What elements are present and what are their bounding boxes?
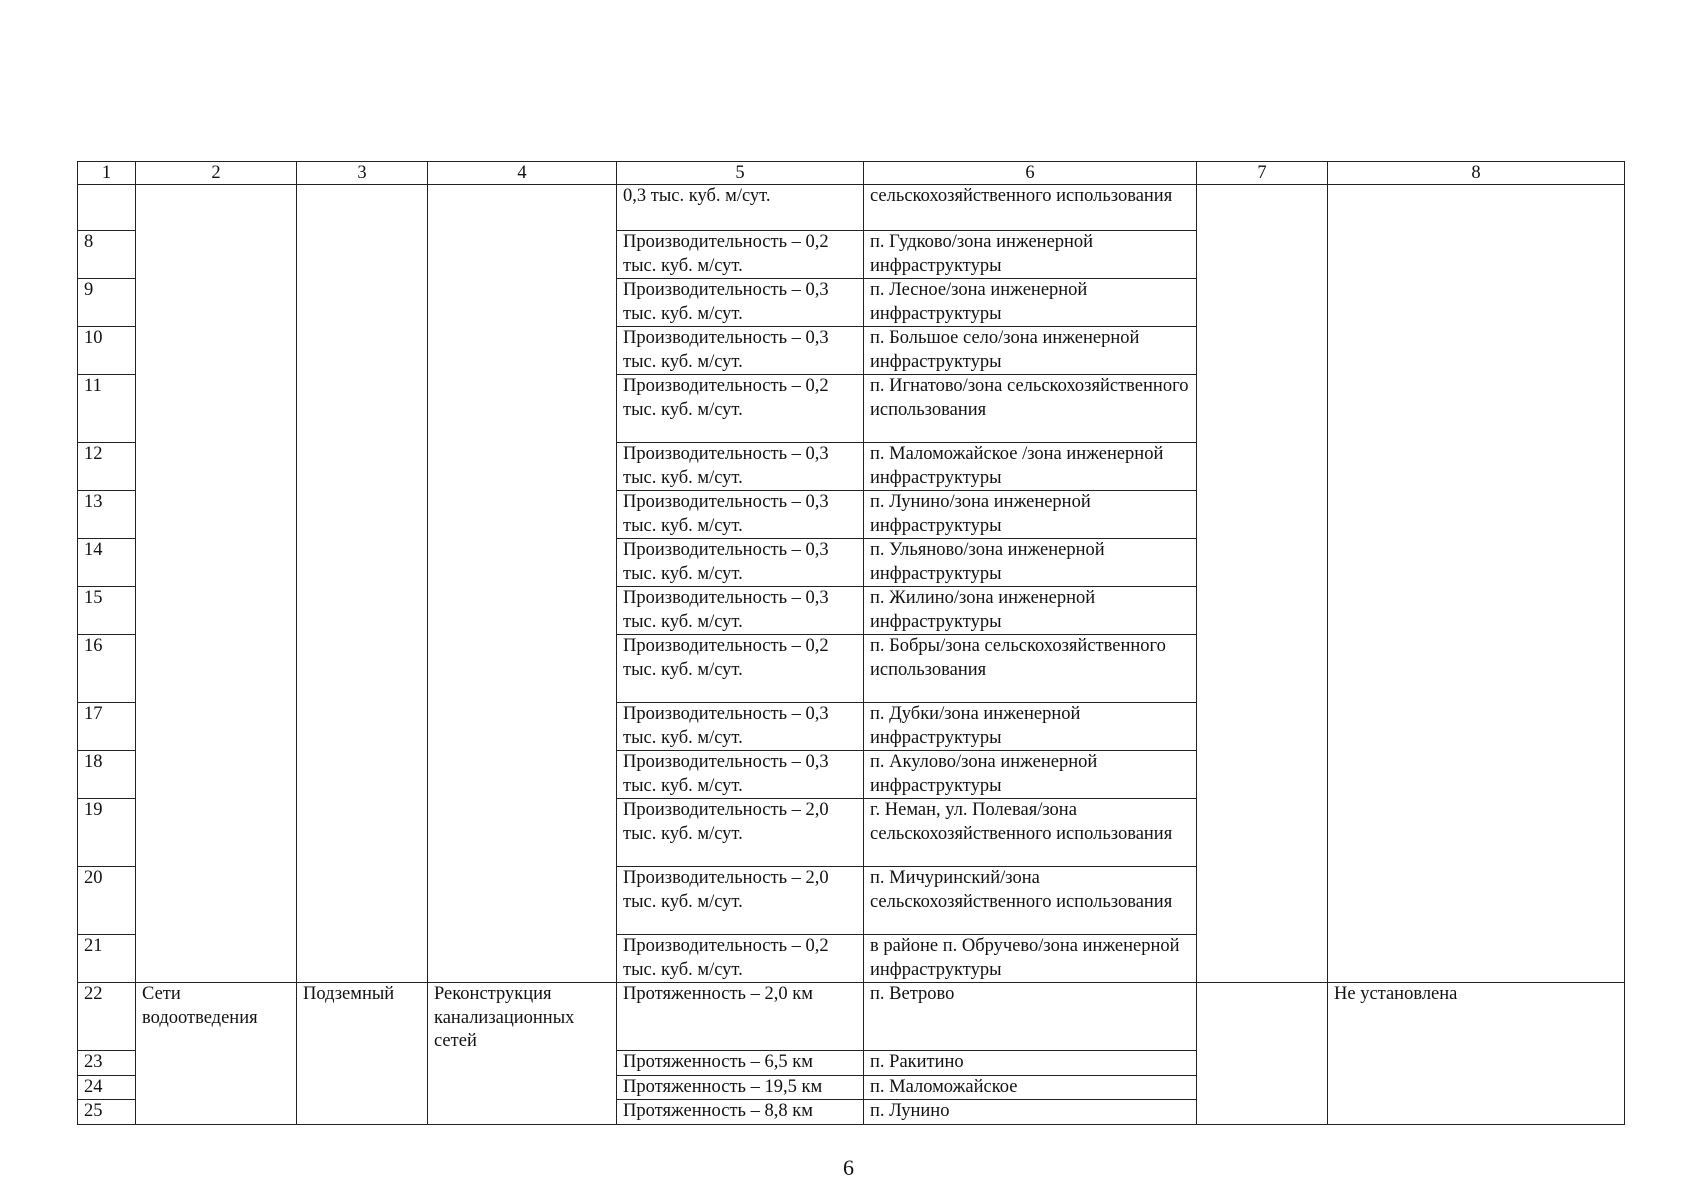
location-cell: п. Лунино xyxy=(864,1100,1197,1125)
characteristic-cell: Производительность – 0,3 тыс. куб. м/сут. xyxy=(617,491,864,539)
characteristic-cell: Производительность – 0,3 тыс. куб. м/сут. xyxy=(617,279,864,327)
column-8-cell xyxy=(1328,185,1625,983)
characteristic-cell: Производительность – 0,2 тыс. куб. м/сут. xyxy=(617,231,864,279)
characteristic-cell: Протяженность – 8,8 км xyxy=(617,1100,864,1125)
type-cell: Подземный xyxy=(297,983,428,1125)
location-cell: п. Жилино/зона инженерной инфраструктуры xyxy=(864,587,1197,635)
row-number: 12 xyxy=(78,443,136,491)
characteristic-cell: 0,3 тыс. куб. м/сут. xyxy=(617,185,864,231)
characteristic-cell: Производительность – 0,3 тыс. куб. м/сут. xyxy=(617,539,864,587)
row-number: 13 xyxy=(78,491,136,539)
header-cell-5: 5 xyxy=(617,162,864,185)
header-cell-1: 1 xyxy=(78,162,136,185)
measure-cell: Реконструкция канализационных сетей xyxy=(428,983,617,1125)
row-number: 20 xyxy=(78,867,136,935)
column-7-cell xyxy=(1197,185,1328,983)
header-cell-6: 6 xyxy=(864,162,1197,185)
location-cell: п. Ульяново/зона инженерной инфраструктуры xyxy=(864,539,1197,587)
characteristic-cell: Производительность – 2,0 тыс. куб. м/сут. xyxy=(617,867,864,935)
location-cell: п. Ракитино xyxy=(864,1051,1197,1076)
row-number: 16 xyxy=(78,635,136,703)
location-cell: п. Гудково/зона инженерной инфраструктуры xyxy=(864,231,1197,279)
header-cell-3: 3 xyxy=(297,162,428,185)
row-number: 18 xyxy=(78,751,136,799)
data-table xyxy=(77,161,1625,1125)
characteristic-cell: Производительность – 0,3 тыс. куб. м/сут. xyxy=(617,703,864,751)
row-number: 11 xyxy=(78,375,136,443)
location-cell: п. Ветрово xyxy=(864,983,1197,1051)
characteristic-cell: Протяженность – 2,0 км xyxy=(617,983,864,1051)
row-number: 17 xyxy=(78,703,136,751)
characteristic-cell: Производительность – 0,3 тыс. куб. м/сут. xyxy=(617,587,864,635)
header-row xyxy=(78,162,1625,185)
location-cell: п. Мичуринский/зона сельскохозяйственного использования xyxy=(864,867,1197,935)
characteristic-cell: Производительность – 0,3 тыс. куб. м/сут. xyxy=(617,751,864,799)
characteristic-cell: Производительность – 0,2 тыс. куб. м/сут. xyxy=(617,635,864,703)
characteristic-cell: Производительность – 0,2 тыс. куб. м/сут. xyxy=(617,935,864,983)
location-cell: сельскохозяйственного использования xyxy=(864,185,1197,231)
row-number: 14 xyxy=(78,539,136,587)
row-number: 8 xyxy=(78,231,136,279)
location-cell: п. Лунино/зона инженерной инфраструктуры xyxy=(864,491,1197,539)
characteristic-cell: Производительность – 0,3 тыс. куб. м/сут. xyxy=(617,327,864,375)
location-cell: п. Бобры/зона сельскохозяйственного использования xyxy=(864,635,1197,703)
location-cell: п. Акулово/зона инженерной инфраструктуры xyxy=(864,751,1197,799)
location-cell: п. Маломожайское /зона инженерной инфраструктуры xyxy=(864,443,1197,491)
column-7-cell xyxy=(1197,983,1328,1125)
characteristic-cell: Производительность – 0,3 тыс. куб. м/сут. xyxy=(617,443,864,491)
location-cell: п. Игнатово/зона сельскохозяйственного использования xyxy=(864,375,1197,443)
zone-status-cell: Не установлена xyxy=(1328,983,1625,1125)
type-cell xyxy=(297,185,428,983)
row-number: 24 xyxy=(78,1075,136,1100)
row-number: 22 xyxy=(78,983,136,1051)
row-number: 10 xyxy=(78,327,136,375)
location-cell: п. Большое село/зона инженерной инфраструктуры xyxy=(864,327,1197,375)
characteristic-cell: Протяженность – 19,5 км xyxy=(617,1075,864,1100)
table-row xyxy=(78,185,1625,231)
row-number: 9 xyxy=(78,279,136,327)
page-number: 6 xyxy=(843,1155,854,1180)
location-cell: г. Неман, ул. Полевая/зона сельскохозяйственного использования xyxy=(864,799,1197,867)
characteristic-cell: Производительность – 2,0 тыс. куб. м/сут. xyxy=(617,799,864,867)
row-number: 15 xyxy=(78,587,136,635)
characteristic-cell: Производительность – 0,2 тыс. куб. м/сут. xyxy=(617,375,864,443)
object-name-cell: Сети водоотведения xyxy=(136,983,297,1125)
characteristic-cell: Протяженность – 6,5 км xyxy=(617,1051,864,1076)
header-cell-8: 8 xyxy=(1328,162,1625,185)
header-cell-2: 2 xyxy=(136,162,297,185)
object-name-cell xyxy=(136,185,297,983)
header-cell-7: 7 xyxy=(1197,162,1328,185)
measure-cell xyxy=(428,185,617,983)
table-row xyxy=(78,983,1625,1051)
row-number: 21 xyxy=(78,935,136,983)
location-cell: в районе п. Обручево/зона инженерной инфраструктуры xyxy=(864,935,1197,983)
location-cell: п. Лесное/зона инженерной инфраструктуры xyxy=(864,279,1197,327)
row-number xyxy=(78,185,136,231)
row-number: 19 xyxy=(78,799,136,867)
row-number: 23 xyxy=(78,1051,136,1076)
header-cell-4: 4 xyxy=(428,162,617,185)
location-cell: п. Дубки/зона инженерной инфраструктуры xyxy=(864,703,1197,751)
row-number: 25 xyxy=(78,1100,136,1125)
location-cell: п. Маломожайское xyxy=(864,1075,1197,1100)
